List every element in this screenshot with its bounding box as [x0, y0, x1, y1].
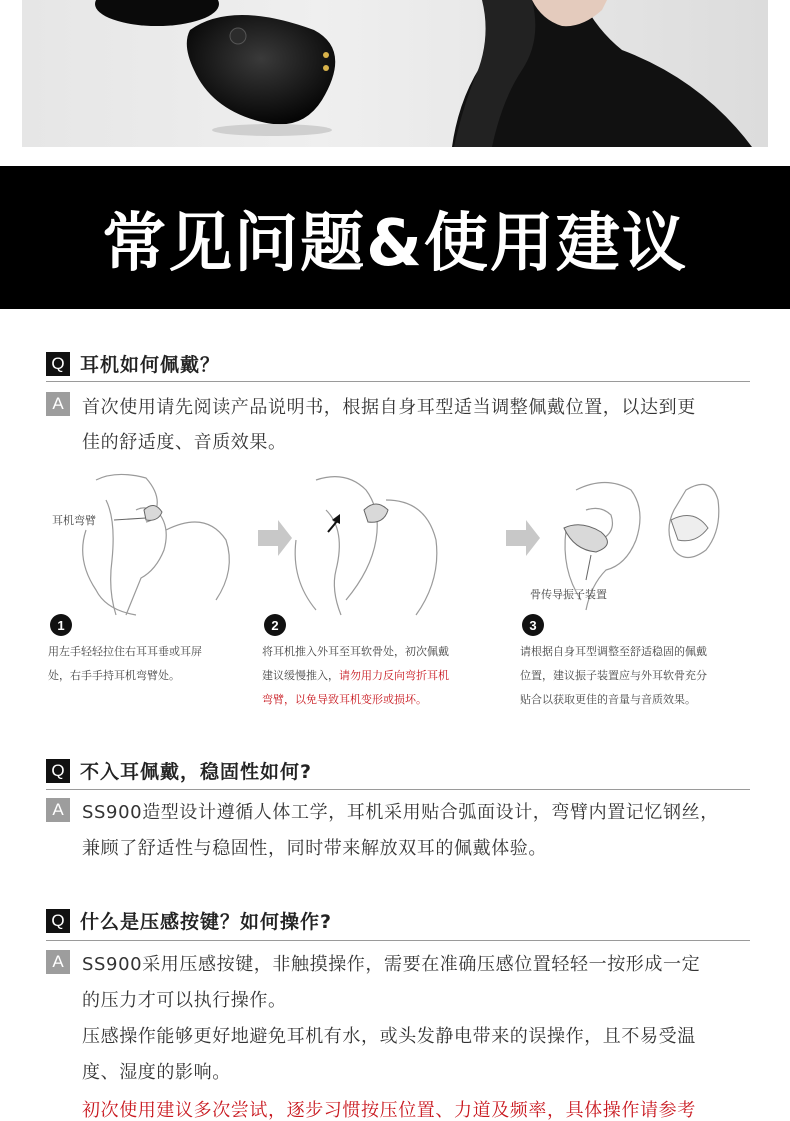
divider — [46, 381, 750, 382]
answer-line: 压感操作能够更好地避免耳机有水，或头发静电带来的误操作，且不易受温 — [82, 1026, 696, 1047]
answer-line: 度、湿度的影响。 — [82, 1062, 231, 1083]
step-1-text — [48, 640, 202, 688]
earbud-photo — [22, 0, 768, 147]
step-line: 建议缓慢推入， — [262, 669, 339, 682]
answer-line: 佳的舒适度、音质效果。 — [82, 432, 287, 453]
hero-product-image — [22, 0, 768, 147]
page-title: 常见问题&使用建议 — [102, 206, 688, 281]
step-warning: 请勿用力反向弯折耳机 — [339, 669, 449, 682]
step-3-text — [520, 640, 707, 712]
divider — [46, 789, 750, 790]
answer-line: 首次使用请先阅读产品说明书，根据自身耳型适当调整佩戴位置，以达到更 — [82, 397, 696, 418]
q-badge: Q — [46, 352, 70, 376]
step-number: 3 — [522, 614, 544, 636]
q-badge: Q — [46, 909, 70, 933]
question-text: 什么是压感按键？如何操作? — [80, 911, 333, 933]
answer-warning: 初次使用建议多次尝试，逐步习惯按压位置、力道及频率，具体操作请参考 — [82, 1100, 696, 1121]
wearing-illustrations — [46, 470, 750, 620]
a-badge: A — [46, 798, 70, 822]
step-line: 将耳机推入外耳至耳软骨处，初次佩戴 — [262, 645, 449, 658]
step-line: 用左手轻轻拉住右耳耳垂或耳屏 — [48, 645, 202, 658]
question-text: 耳机如何佩戴？ — [80, 354, 221, 376]
answer-line: 的压力才可以执行操作。 — [82, 990, 287, 1011]
question-row — [46, 757, 312, 784]
question-text: 不入耳佩戴，稳固性如何? — [80, 761, 313, 783]
answer-line: 兼顾了舒适性与稳固性，同时带来解放双耳的佩戴体验。 — [82, 838, 547, 859]
step-number: 1 — [50, 614, 72, 636]
step-line: 请根据自身耳型调整至舒适稳固的佩戴 — [520, 645, 707, 658]
step-line: 处，右手手持耳机弯臂处。 — [48, 669, 180, 682]
wearing-diagram — [46, 470, 750, 620]
a-badge: A — [46, 392, 70, 416]
step-line: 位置，建议振子装置应与外耳软骨充分 — [520, 669, 707, 682]
step-line: 贴合以获取更佳的音量与音质效果。 — [520, 693, 696, 706]
question-row — [46, 350, 220, 377]
question-row — [46, 907, 332, 934]
a-badge: A — [46, 950, 70, 974]
q-badge: Q — [46, 759, 70, 783]
answer-line: SS900采用压感按键，非触摸操作，需要在准确压感位置轻轻一按形成一定 — [82, 954, 701, 975]
step-line-mixed — [262, 664, 449, 688]
divider — [46, 940, 750, 941]
step-warning-cont: 弯臂，以免导致耳机变形或损坏。 — [262, 693, 427, 706]
step-2-text — [262, 640, 449, 712]
label-earphone-arm: 耳机弯臂 — [52, 514, 96, 527]
step-number: 2 — [264, 614, 286, 636]
title-band — [0, 166, 790, 309]
label-bone-conduction: 骨传导振子装置 — [530, 588, 607, 601]
answer-line: SS900造型设计遵循人体工学，耳机采用贴合弧面设计，弯臂内置记忆钢丝， — [82, 802, 719, 823]
